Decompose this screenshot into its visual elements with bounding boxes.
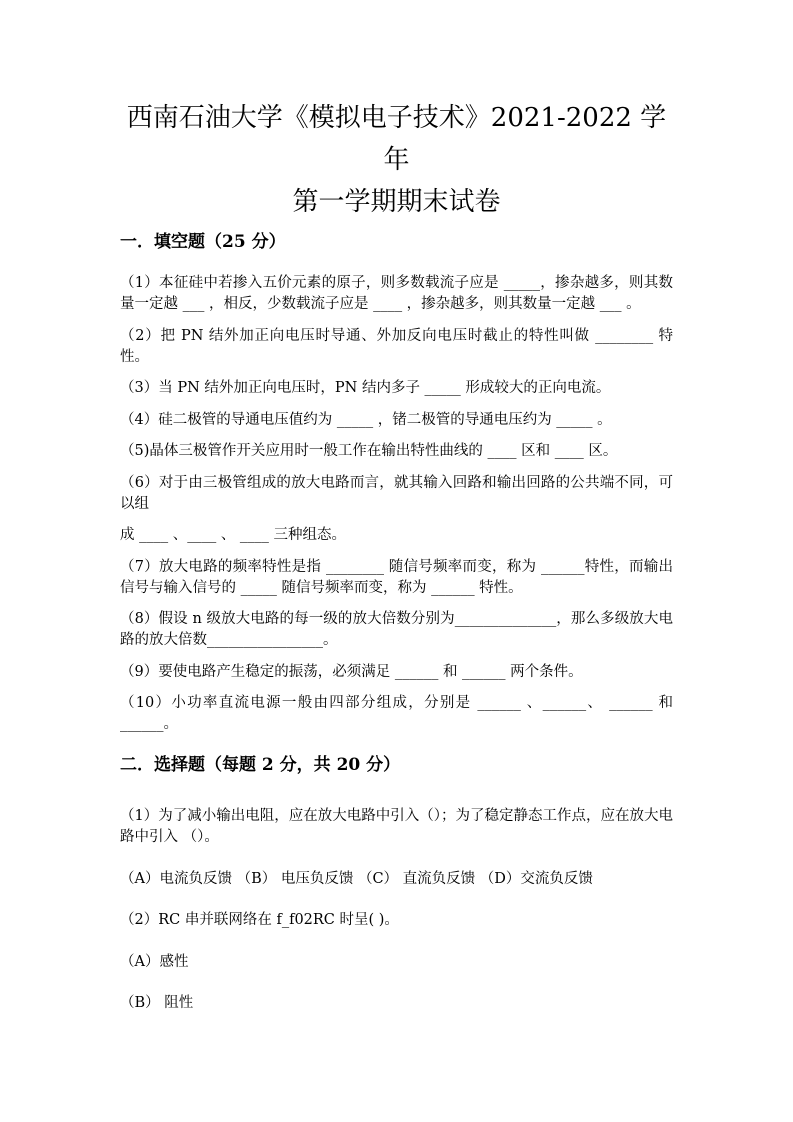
fill-in-question-5: （5)晶体三极管作开关应用时一般工作在输出特性曲线的 ____ 区和 ____ 区。	[120, 443, 618, 459]
title-line-1: 西南石油大学《模拟电子技术》2021-2022 学年	[126, 103, 667, 175]
document-title	[120, 97, 673, 223]
choice-question-1-options: （A）电流负反馈 （B） 电压负反馈 （C） 直流负反馈 （D）交流负反馈	[120, 870, 593, 887]
choice-question-2-option-a: （A）感性	[120, 953, 189, 970]
choice-question-list	[120, 806, 673, 1014]
fill-in-question-3: （3）当 PN 结外加正向电压时，PN 结内多子 _____ 形成较大的正向电流。	[120, 380, 611, 396]
fill-in-question-list	[120, 273, 673, 735]
fill-in-question-4: （4）硅二极管的导通电压值约为 _____ ，锗二极管的导通电压约为 _____ 。	[120, 411, 612, 428]
fill-in-question-1: （1）本征硅中若掺入五价元素的原子，则多数载流子应是 _____，掺杂越多，则其数量一定越 ___ ，相反，少数载流子应是 ____ ，掺杂越多，则其数量一定越 ___ 。	[120, 275, 673, 312]
choice-question-2: （2）RC 串并联网络在 f_f02RC 时呈( )。	[120, 912, 399, 928]
fill-in-question-9: （9）要使电路产生稳定的振荡，必须满足 ______ 和 ______ 两个条件。	[120, 663, 583, 680]
fill-in-question-8: （8）假设 n 级放大电路的每一级的放大倍数分别为______________，那么多级放大电路的放大倍数________________。	[120, 611, 673, 648]
fill-in-question-7: （7）放大电路的频率特性是指 ________ 随信号频率而变，称为 ______特性，而输出信号与输入信号的 _____ 随信号频率而变，称为 ______ 特性。	[120, 558, 673, 596]
choice-section-heading: 二．选择题（每题 2 分，共 20 分）	[120, 755, 401, 775]
fill-in-section-heading: 一．填空题（25 分）	[120, 232, 286, 252]
choice-question-1: （1）为了减小输出电阻，应在放大电路中引入（）；为了稳定静态工作点，应在放大电路中引入 （）。	[120, 808, 673, 845]
fill-in-question-6: （6）对于由三极管组成的放大电路而言，就其输入回路和输出回路的公共端不同，可以组	[120, 474, 673, 512]
fill-in-question-10: （10）小功率直流电源一般由四部分组成，分别是 ______ 、______、 ______ 和______。	[120, 695, 673, 732]
title-line-2: 第一学期期末试卷	[292, 187, 501, 217]
fill-in-question-6-continued: 成 ____ 、____ 、 ____ 三种组态。	[120, 527, 347, 543]
fill-in-question-2: （2）把 PN 结外加正向电压时导通、外加反向电压时截止的特性叫做 ________ 特性。	[120, 327, 673, 365]
page-content	[120, 0, 673, 1035]
choice-question-2-option-b: （B） 阻性	[120, 995, 194, 1011]
